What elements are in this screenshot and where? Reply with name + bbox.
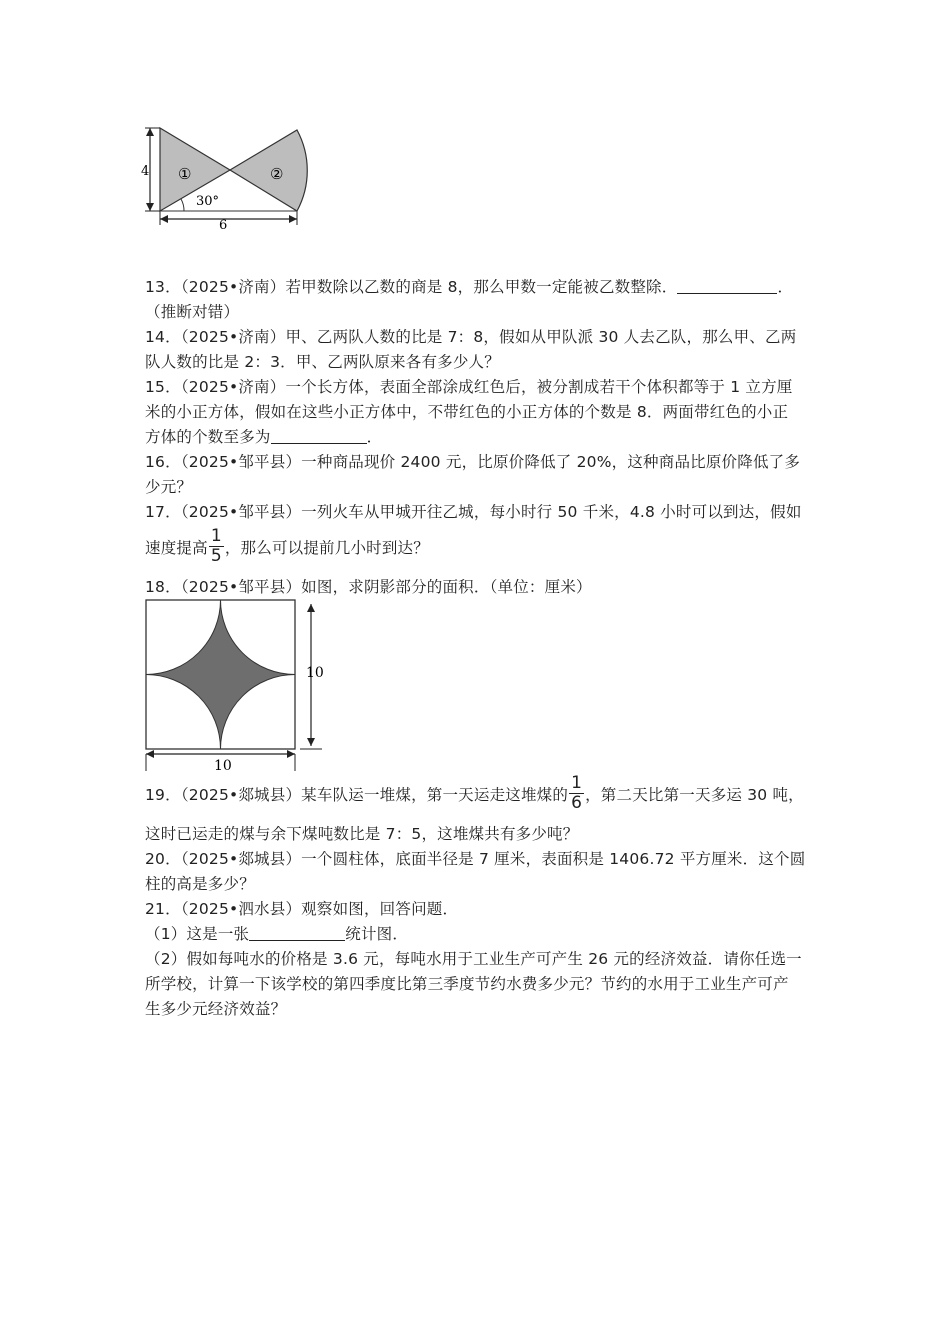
question-14-line-1: 14．（2025•济南）甲、乙两队人数的比是 7：8，假如从甲队派 30 人去乙队，那么甲、乙两 xyxy=(145,328,797,346)
angle-label: 30° xyxy=(196,194,220,209)
question-21-line-1: 21．（2025•泗水县）观察如图，回答问题． xyxy=(145,900,459,918)
answer-blank-15[interactable] xyxy=(271,428,367,444)
height-label: 4 xyxy=(141,164,150,179)
question-19-line-2: 这时已运走的煤与余下煤吨数比是 7：5，这堆煤共有多少吨？ xyxy=(145,825,579,843)
question-21-sub-2-line-3: 生多少元经济效益？ xyxy=(145,1000,287,1018)
triangle-sector-figure xyxy=(140,120,320,235)
question-13-text: 13．（2025•济南）若甲数除以乙数的商是 8，那么甲数一定能被乙数整除． xyxy=(145,278,678,296)
fraction-one-sixth: $\frac{1}{6}$ xyxy=(571,773,583,813)
question-15-line-1: 15．（2025•济南）一个长方体，表面全部涂成红色后，被分割成若干个体积都等于 1 立方厘 xyxy=(145,378,793,396)
question-16-line-1: 16．（2025•邹平县）一种商品现价 2400 元，比原价降低了 20%，这种商品比原价降低了多 xyxy=(145,453,801,471)
question-13-hint: （推断对错） xyxy=(145,303,240,321)
question-21-sub-2-line-2: 所学校，计算一下该学校的第四季度比第三季度节约水费多少元？节约的水用于工业生产可产 xyxy=(145,975,789,993)
side-length-label: 10 xyxy=(306,665,324,681)
question-21-sub-2-line-1: （2）假如每吨水的价格是 3.6 元，每吨水用于工业生产可产生 26 元的经济效益．请你任选一 xyxy=(145,950,802,968)
question-21-sub-1: （1）这是一张 统计图． xyxy=(145,925,409,943)
question-14-line-2: 队人数的比是 2：3．甲、乙两队原来各有多少人？ xyxy=(145,353,500,371)
fraction-one-fifth: $\frac{1}{5}$ xyxy=(210,526,222,566)
question-17-line-1: 17．（2025•邹平县）一列火车从甲城开往乙城，每小时行 50 千米，4.8 小时可以到达，假如 xyxy=(145,503,802,521)
question-20-line-1: 20．（2025•郯城县）一个圆柱体，底面半径是 7 厘米，表面积是 1406.72 平方厘米．这个圆 xyxy=(145,850,806,868)
question-13: 13．（2025•济南）若甲数除以乙数的商是 8，那么甲数一定能被乙数整除． ． xyxy=(145,278,794,296)
width-label: 6 xyxy=(219,218,228,233)
square-star-figure xyxy=(140,596,335,776)
region-1-label: ① xyxy=(178,165,192,183)
question-15-line-2: 米的小正方体，假如在这些小正方体中，不带红色的小正方体的个数是 8．两面带红色的小正 xyxy=(145,403,789,421)
bottom-length-label: 10 xyxy=(214,758,232,774)
answer-blank-13[interactable] xyxy=(677,278,777,294)
question-15-line-3: 方体的个数至多为 ． xyxy=(145,428,383,446)
region-2-label: ② xyxy=(270,165,284,183)
question-19-line-1: 19．（2025•郯城县）某车队运一堆煤，第一天运走这堆煤的 $\frac{1}{6}$ ，第二天比第一天多运 30 吨， xyxy=(145,773,804,813)
answer-blank-21[interactable] xyxy=(249,925,345,941)
question-20-line-2: 柱的高是多少？ xyxy=(145,875,255,893)
question-18: 18．（2025•邹平县）如图，求阴影部分的面积．（单位：厘米） xyxy=(145,578,592,596)
question-17-line-2: 速度提高 $\frac{1}{5}$ ，那么可以提前几小时到达？ xyxy=(145,526,429,566)
question-16-line-2: 少元？ xyxy=(145,478,193,496)
